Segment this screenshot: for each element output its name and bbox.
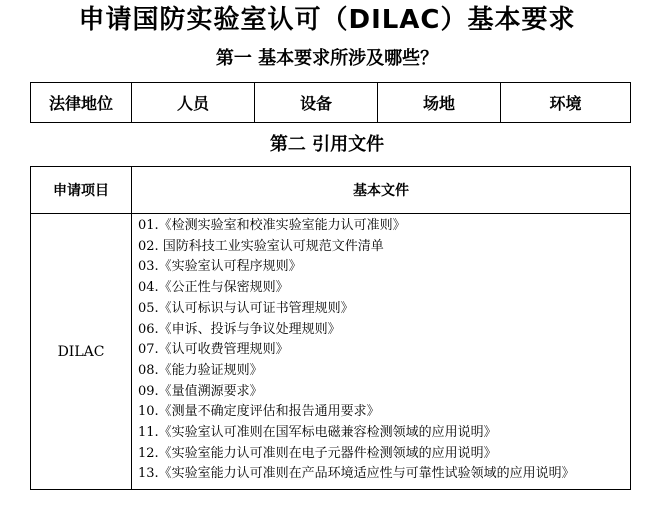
document-item-11: 11.《实验室认可准则在国军标电磁兼容检测领域的应用说明》 [138,425,497,441]
document-item-05: 05.《认可标识与认可证书管理规则》 [138,300,354,316]
document-item-12: 12.《实验室能力认可准则在电子元器件检测领域的应用说明》 [138,445,497,461]
table-header-row [31,167,631,214]
document-item-02: 02. 国防科技工业实验室认可规范文件清单 [138,238,384,254]
document-item-10: 10.《测量不确定度评估和报告通用要求》 [138,404,380,420]
document-item-07: 07.《认可收费管理规则》 [138,342,289,358]
document-item-03: 03.《实验室认可程序规则》 [138,259,302,275]
requirements-row [31,83,631,123]
header-docs: 基本文件 [132,167,631,214]
document-title: 申请国防实验室认可（DILAC）基本要求 [78,5,576,35]
document-item-08: 08.《能力验证规则》 [138,362,263,378]
document-item-06: 06.《申诉、投诉与争议处理规则》 [138,321,341,337]
requirement-environment: 环境 [501,83,631,123]
requirement-equipment: 设备 [255,83,378,123]
header-project: 申请项目 [31,167,132,214]
document-item-13: 13.《实验室能力认可准则在产品环境适应性与可靠性试验领域的应用说明》 [138,466,575,482]
requirement-legal-status: 法律地位 [31,83,132,123]
document-item-04: 04.《公正性与保密规则》 [138,280,289,296]
section-1-title: 第一 基本要求所涉及哪些？ [215,48,439,69]
requirement-personnel: 人员 [132,83,255,123]
requirements-table [30,82,631,123]
reference-documents-table [30,166,631,490]
document-item-01: 01.《检测实验室和校准实验室能力认可准则》 [138,218,406,233]
project-cell: DILAC [31,214,132,490]
requirement-site: 场地 [378,83,501,123]
table-row [31,214,631,490]
document-item-09: 09.《量值溯源要求》 [138,383,263,399]
section-2-title: 第二 引用文件 [269,134,385,155]
documents-cell [132,214,631,490]
